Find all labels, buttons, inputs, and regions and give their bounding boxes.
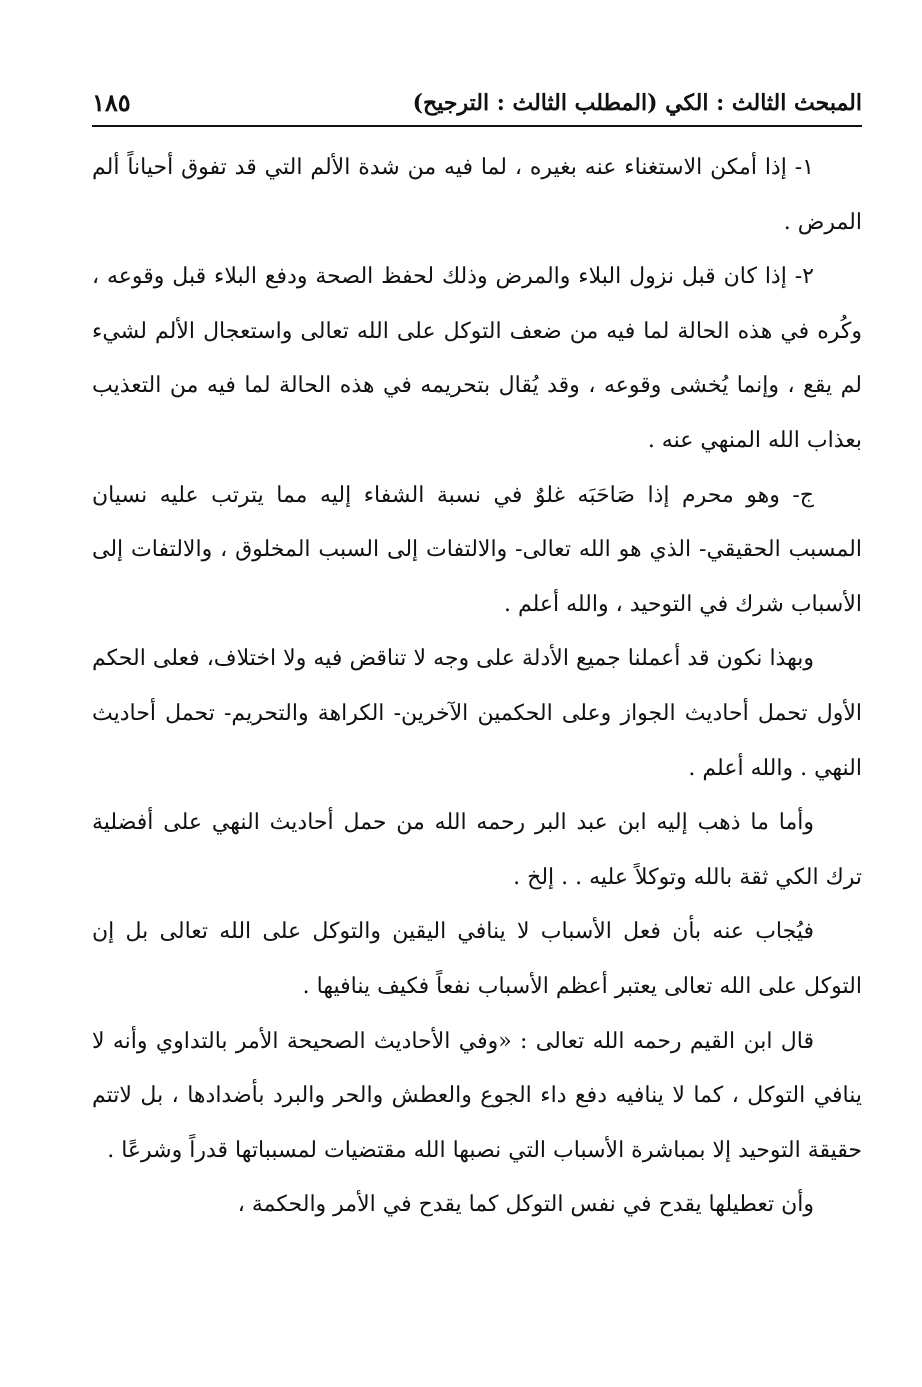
paragraph-point-2: ٢- إذا كان قبل نزول البلاء والمرض وذلك لحفظ الصحة ودفع البلاء قبل وقوعه ، وكُره في هذه الحالة لما فيه من ضعف التوكل على الله تعالى واستعجال الألم لشيء لم يقع ، وإنما يُخشى وقوعه ، وقد يُقال بتحريمه في هذه الحالة لما فيه من التعذيب بعذاب الله المنهي عنه . — [92, 264, 862, 453]
header-divider — [92, 125, 862, 127]
paragraph-response: فيُجاب عنه بأن فعل الأسباب لا ينافي اليقين والتوكل على الله تعالى بل إن التوكل على الله تعالى يعتبر أعظم الأسباب نفعاً فكيف ينافيها . — [92, 919, 862, 999]
page-number: ١٨٥ — [92, 88, 131, 117]
page-header — [92, 86, 862, 124]
paragraph-point-1: ١- إذا أمكن الاستغناء عنه بغيره ، لما فيه من شدة الألم التي قد تفوق أحياناً ألم المرض . — [92, 155, 862, 235]
running-title: المبحث الثالث : الكي (المطلب الثالث : الترجيح) — [412, 90, 862, 116]
paragraph-ibn-abd-al-barr: وأما ما ذهب إليه ابن عبد البر رحمه الله من حمل أحاديث النهي على أفضلية ترك الكي ثقة بالله وتوكلاً عليه . . إلخ . — [92, 810, 862, 890]
paragraph-reconciliation: وبهذا نكون قد أعملنا جميع الأدلة على وجه لا تناقض فيه ولا اختلاف، فعلى الحكم الأول تحمل أحاديث الجواز وعلى الحكمين الآخرين- الكراهة والتحريم- تحمل أحاديث النهي . والله أعلم . — [92, 646, 862, 781]
paragraph-point-c: ج- وهو محرم إذا صَاحَبَه غلوٌ في نسبة الشفاء إليه مما يترتب عليه نسيان المسبب الحقيقي- الذي هو الله تعالى- والالتفات إلى السبب المخلوق ، والالتفات إلى الأسباب شرك في التوحيد ، والله أعلم . — [92, 482, 862, 617]
page-body — [92, 141, 862, 1233]
paragraph-ibn-al-qayyim-quote: قال ابن القيم رحمه الله تعالى : «وفي الأحاديث الصحيحة الأمر بالتداوي وأنه لا ينافي التوكل ، كما لا ينافيه دفع داء الجوع والعطش والحر والبرد بأضدادها ، بل لاتتم حقيقة التوحيد إلا بمباشرة الأسباب التي نصبها الله مقتضيات لمسبباتها قدراً وشرعًا . — [92, 1028, 862, 1163]
paragraph-continuation: وأن تعطيلها يقدح في نفس التوكل كما يقدح في الأمر والحكمة ، — [237, 1192, 814, 1218]
